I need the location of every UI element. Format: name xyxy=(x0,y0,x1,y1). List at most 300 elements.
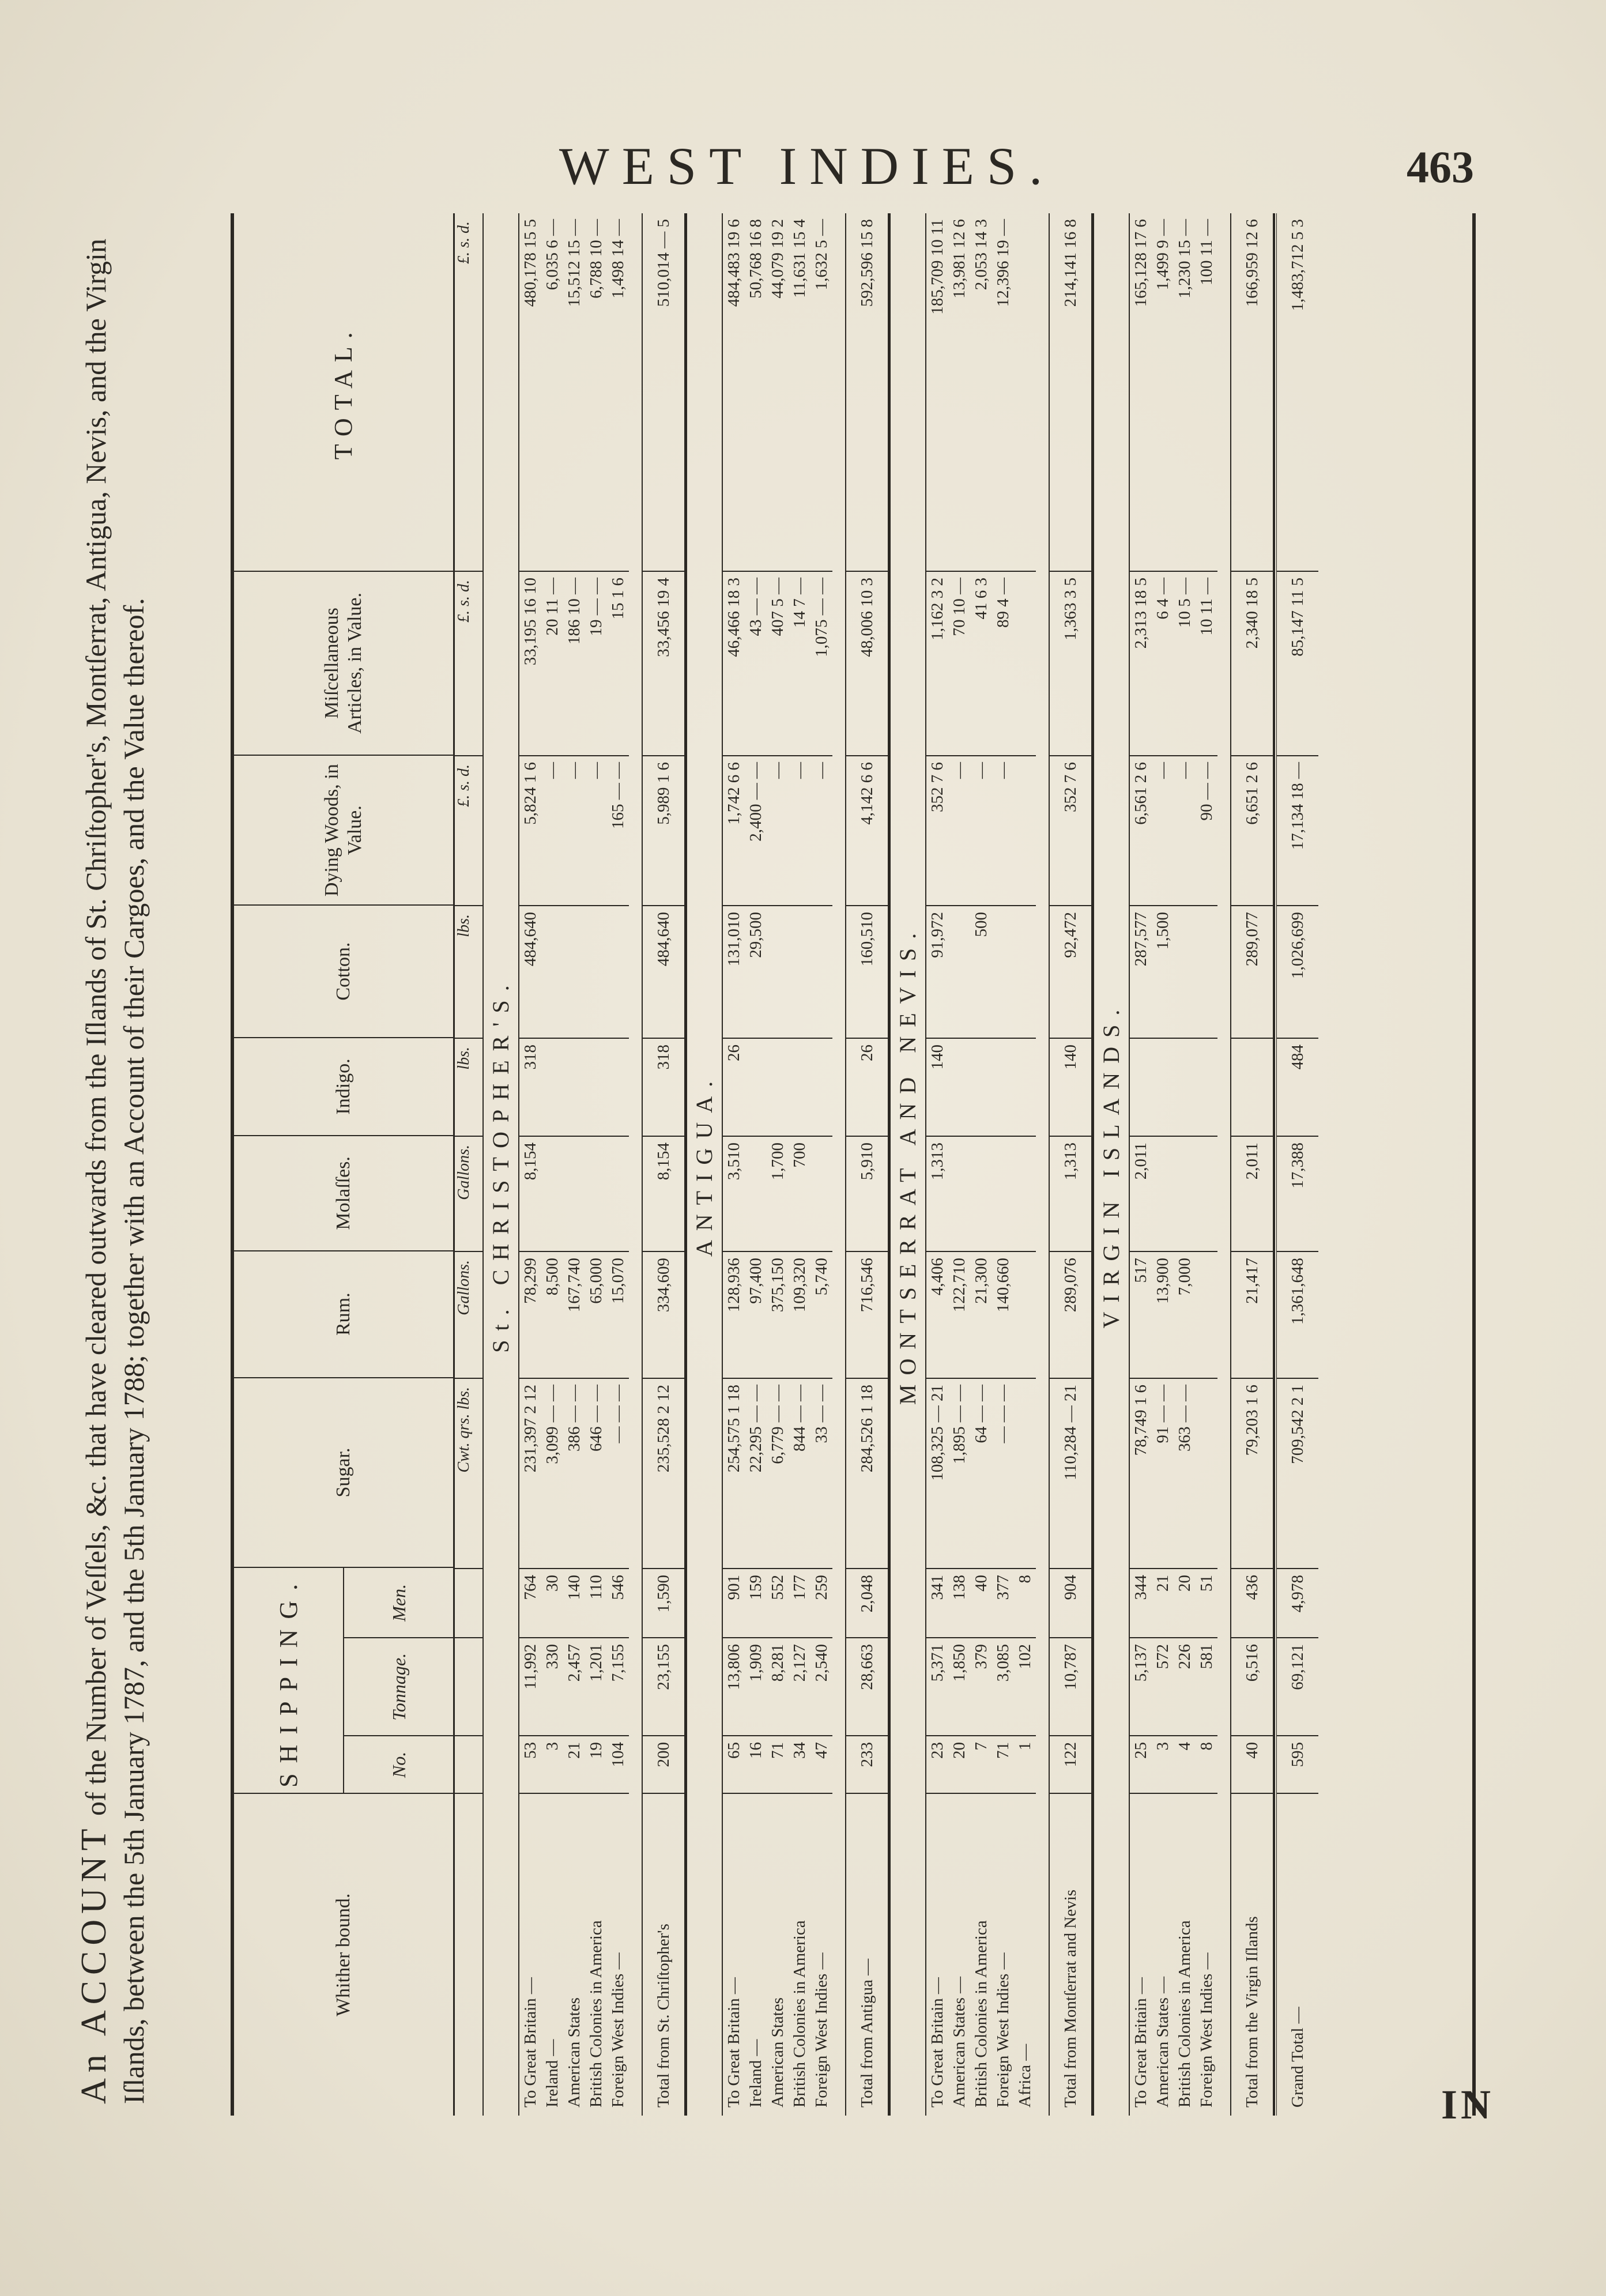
row-label: British Colonies in America xyxy=(789,1793,810,2116)
table-cell: 2,048 xyxy=(846,1568,888,1637)
unit-indigo: lbs. xyxy=(455,1038,482,1136)
table-cell: 8 xyxy=(1014,1568,1036,1637)
table-cell xyxy=(1174,1136,1196,1251)
table-cell: 40 xyxy=(1231,1735,1273,1793)
table-cell: — xyxy=(541,755,563,905)
table-cell: 91,972 xyxy=(926,905,948,1038)
table-cell: 79,203 1 6 xyxy=(1231,1378,1273,1568)
row-label: Foreign West Indies — xyxy=(1196,1793,1217,2116)
table-cell: 140 xyxy=(926,1038,948,1136)
table-cell: 21,417 xyxy=(1231,1251,1273,1378)
table-cell xyxy=(810,1136,832,1251)
row-label: British Colonies in America xyxy=(585,1793,607,2116)
table-cell xyxy=(541,1038,563,1136)
table-cell: 6,561 2 6 xyxy=(1130,755,1152,905)
rotated-account-block xyxy=(75,213,1499,2116)
table-cell: 6,516 xyxy=(1231,1637,1273,1735)
table-cell: 8,154 xyxy=(643,1136,684,1251)
table-cell: 1,499 9 — xyxy=(1153,219,1172,291)
table-cell xyxy=(1196,905,1217,1038)
page-number: 463 xyxy=(1407,142,1474,192)
table-cell xyxy=(541,905,563,1038)
table-cell: 14 7 — xyxy=(789,571,810,755)
table-cell: 500 xyxy=(970,905,992,1038)
table-row xyxy=(926,213,948,2116)
unit-cotton: lbs. xyxy=(455,905,482,1038)
table-cell xyxy=(1196,1038,1217,1136)
total-row xyxy=(642,213,686,2116)
table-cell: 15 1 6 xyxy=(607,571,629,755)
table-cell: 43 — — xyxy=(745,571,767,755)
table-cell: 186 10 — xyxy=(563,571,585,755)
table-cell: 65,000 xyxy=(585,1251,607,1378)
table-cell: 330 xyxy=(541,1637,563,1735)
table-cell: 386 — — xyxy=(563,1378,585,1568)
table-cell: 131,010 xyxy=(723,905,745,1038)
row-label: To Great Britain — xyxy=(519,1793,541,2116)
table-cell xyxy=(970,1136,992,1251)
table-cell: — xyxy=(767,755,789,905)
table-cell: 904 xyxy=(1050,1568,1091,1637)
table-cell: 140,660 xyxy=(992,1251,1014,1378)
table-cell: 8 xyxy=(1196,1735,1217,1793)
table-cell: 33 — — xyxy=(810,1378,832,1568)
table-cell: 8,500 xyxy=(541,1251,563,1378)
table-cell: 21 xyxy=(1152,1568,1174,1637)
table-cell: 352 7 6 xyxy=(1050,755,1091,905)
table-cell xyxy=(1130,1038,1152,1136)
row-label: American States — xyxy=(948,1793,970,2116)
table-cell: 3,510 xyxy=(723,1136,745,1251)
table-cell: 108,325 — 21 xyxy=(926,1378,948,1568)
table-cell xyxy=(810,1038,832,1136)
table-cell xyxy=(970,1038,992,1136)
table-cell: 592,596 15 8 xyxy=(858,219,876,307)
table-cell: 572 xyxy=(1152,1637,1174,1735)
table-cell: 6,035 6 — xyxy=(543,219,561,291)
header-rum: Rum. xyxy=(234,1250,453,1377)
table-cell: 5,824 1 6 xyxy=(519,755,541,905)
table-cell: 140 xyxy=(563,1568,585,1637)
grand-total-row xyxy=(1275,213,1318,2116)
header-miscellaneous: Miſcellaneous Articles, in Value. xyxy=(234,571,453,755)
table-cell: — xyxy=(563,755,585,905)
row-label: Grand Total — xyxy=(1277,1793,1318,2116)
table-cell: 53 xyxy=(519,1735,541,1793)
header-sugar: Sugar. xyxy=(234,1377,453,1567)
table-cell: 1,500 xyxy=(1152,905,1174,1038)
row-label: To Great Britain — xyxy=(926,1793,948,2116)
table-cell: 2,313 18 5 xyxy=(1130,571,1152,755)
table-cell: 4,978 xyxy=(1277,1568,1318,1637)
table-cell: 4,406 xyxy=(926,1251,948,1378)
table-cell xyxy=(948,1136,970,1251)
table-cell: 19 xyxy=(585,1735,607,1793)
table-row xyxy=(810,213,832,2116)
table-cell: 140 xyxy=(1050,1038,1091,1136)
table-cell: 109,320 xyxy=(789,1251,810,1378)
table-cell: 700 xyxy=(789,1136,810,1251)
table-cell: 1,895 — — xyxy=(948,1378,970,1568)
table-cell: 23 xyxy=(926,1735,948,1793)
table-cell: 254,575 1 18 xyxy=(723,1378,745,1568)
table-cell: 5,989 1 6 xyxy=(643,755,684,905)
table-cell: 5,910 xyxy=(846,1136,888,1251)
table-cell: 102 xyxy=(1014,1637,1036,1735)
table-cell: 436 xyxy=(1231,1568,1273,1637)
table-cell: 7 xyxy=(970,1735,992,1793)
table-cell xyxy=(992,1038,1014,1136)
table-cell: 4,142 6 6 xyxy=(846,755,888,905)
table-cell: 51 xyxy=(1196,1568,1217,1637)
table-cell: 50,768 16 8 xyxy=(747,219,765,299)
table-cell: 47 xyxy=(810,1735,832,1793)
table-cell: — — — xyxy=(992,1378,1014,1568)
table-cell: 11,631 15 4 xyxy=(790,219,809,298)
table-cell: 12,396 19 — xyxy=(994,219,1012,307)
header-cotton: Cotton. xyxy=(234,904,453,1037)
table-cell: 15,512 15 — xyxy=(565,219,583,307)
table-cell: 89 4 — xyxy=(992,571,1014,755)
table-cell: 552 xyxy=(767,1568,789,1637)
table-cell xyxy=(607,1038,629,1136)
table-cell: 90 — — xyxy=(1196,755,1217,905)
table-cell xyxy=(992,1136,1014,1251)
account-title-text: of the Number of Veſſels, &c. that have cleared outwards from the Iſlands of St. Chriſtopher's, Montſerrat, Antigua, Nevis, and the Virgin Iſlands, between the 5th January 1787, and the 5th January 1788; together with an Account of their Cargoes, and the Value thereof. xyxy=(80,239,150,2104)
table-cell: 484,483 19 6 xyxy=(725,219,743,307)
table-cell: 2,011 xyxy=(1130,1136,1152,1251)
table-cell: 25 xyxy=(1130,1735,1152,1793)
table-cell: 177 xyxy=(789,1568,810,1637)
table-cell: 901 xyxy=(723,1568,745,1637)
table-cell: 33,195 16 10 xyxy=(519,571,541,755)
row-label: Total from St. Chriſtopher's xyxy=(643,1793,684,2116)
table-row xyxy=(585,213,607,2116)
table-cell xyxy=(948,905,970,1038)
total-row xyxy=(1230,213,1275,2116)
running-head: WEST INDIES. xyxy=(559,137,1055,195)
table-cell: 484,640 xyxy=(519,905,541,1038)
table-cell: 78,299 xyxy=(519,1251,541,1378)
header-men: Men. xyxy=(388,1584,409,1622)
table-cell: 85,147 11 5 xyxy=(1277,571,1318,755)
table-cell: 510,014 — 5 xyxy=(654,219,673,307)
table-cell: 71 xyxy=(992,1735,1014,1793)
table-cell: 1,313 xyxy=(1050,1136,1091,1251)
header-no: No. xyxy=(344,1735,453,1793)
table-row xyxy=(1174,213,1196,2116)
table-cell: 6,788 10 — xyxy=(587,219,605,299)
header-shipping: SHIPPING. xyxy=(234,1568,344,1793)
row-label: American States xyxy=(563,1793,585,2116)
table-cell: 1,700 xyxy=(767,1136,789,1251)
header-tonnage: Tonnage. xyxy=(344,1637,453,1735)
table-cell: 2,340 18 5 xyxy=(1231,571,1273,755)
table-cell: 23,155 xyxy=(643,1637,684,1735)
table-cell xyxy=(1152,1136,1174,1251)
row-label: American States xyxy=(767,1793,789,2116)
table-row xyxy=(948,213,970,2116)
catchword: IN xyxy=(1441,2082,1495,2128)
table-cell: 20 xyxy=(1174,1568,1196,1637)
table-cell: 17,388 xyxy=(1277,1136,1318,1251)
table-row xyxy=(1152,213,1174,2116)
table-cell: 92,472 xyxy=(1050,905,1091,1038)
unit-rum: Gallons. xyxy=(455,1251,482,1378)
table-cell: 1,850 xyxy=(948,1637,970,1735)
table-cell xyxy=(1152,1038,1174,1136)
row-label: Total from the Virgin Iſlands xyxy=(1231,1793,1273,2116)
table-cell: 235,528 2 12 xyxy=(643,1378,684,1568)
table-cell: 64 — — xyxy=(970,1378,992,1568)
table-cell: 13,806 xyxy=(723,1637,745,1735)
table-cell: 2,400 — — xyxy=(745,755,767,905)
table-cell xyxy=(563,1136,585,1251)
table-cell: — xyxy=(992,755,1014,905)
table-cell: 2,540 xyxy=(810,1637,832,1735)
section-title: ANTIGUA. xyxy=(686,213,723,2116)
table-row xyxy=(723,213,745,2116)
table-cell xyxy=(1014,213,1036,571)
table-cell: 352 7 6 xyxy=(926,755,948,905)
table-cell: 334,609 xyxy=(643,1251,684,1378)
row-label: Foreign West Indies — xyxy=(810,1793,832,2116)
table-cell: 165,128 17 6 xyxy=(1132,219,1150,307)
table-cell: 284,526 1 18 xyxy=(846,1378,888,1568)
table-cell xyxy=(948,1038,970,1136)
table-cell xyxy=(1014,571,1036,755)
table-cell: 22,295 — — xyxy=(745,1378,767,1568)
table-cell xyxy=(1231,1038,1273,1136)
table-cell: — xyxy=(810,755,832,905)
row-label: American States — xyxy=(1152,1793,1174,2116)
table-cell: 1 xyxy=(1014,1735,1036,1793)
table-cell: 122 xyxy=(1050,1735,1091,1793)
row-label: British Colonies in America xyxy=(970,1793,992,2116)
table-cell: 2,011 xyxy=(1231,1136,1273,1251)
table-cell: 91 — — xyxy=(1152,1378,1174,1568)
table-cell: 318 xyxy=(519,1038,541,1136)
table-cell: 1,026,699 xyxy=(1277,905,1318,1038)
table-cell: 4 xyxy=(1174,1735,1196,1793)
account-title-lead: An ACCOUNT xyxy=(74,1823,114,2104)
table-cell xyxy=(1014,1038,1036,1136)
header-dying-woods: Dying Woods, in Value. xyxy=(234,755,453,904)
row-label: To Great Britain — xyxy=(723,1793,745,2116)
table-row xyxy=(541,213,563,2116)
table-row xyxy=(563,213,585,2116)
table-cell: 97,400 xyxy=(745,1251,767,1378)
table-cell xyxy=(745,1136,767,1251)
table-cell: — xyxy=(1152,755,1174,905)
table-cell: 165 — — xyxy=(607,755,629,905)
table-cell: 6,779 — — xyxy=(767,1378,789,1568)
table-cell: 2,053 14 3 xyxy=(972,219,990,291)
row-label: Ireland — xyxy=(541,1793,563,2116)
table-cell: 28,663 xyxy=(846,1637,888,1735)
table-cell: 1,498 14 — xyxy=(609,219,627,299)
header-whither: Whither bound. xyxy=(234,1793,453,2116)
table-cell: 233 xyxy=(846,1735,888,1793)
table-cell: 287,577 xyxy=(1130,905,1152,1038)
table-cell: 1,483,712 5 3 xyxy=(1288,219,1307,311)
table-cell: 1,162 3 2 xyxy=(926,571,948,755)
table-cell: 20 11 — xyxy=(541,571,563,755)
table-cell xyxy=(585,1136,607,1251)
table-cell: 344 xyxy=(1130,1568,1152,1637)
table-cell: 7,155 xyxy=(607,1637,629,1735)
row-label: British Colonies in America xyxy=(1174,1793,1196,2116)
unit-molasses: Gallons. xyxy=(455,1136,482,1251)
table-row xyxy=(970,213,992,2116)
header-total: TOTAL. xyxy=(329,324,357,460)
table-cell: 17,134 18 — xyxy=(1277,755,1318,905)
table-cell: 33,456 19 4 xyxy=(643,571,684,755)
table-row xyxy=(607,213,629,2116)
table-row xyxy=(1196,213,1217,2116)
table-cell: 1,313 xyxy=(926,1136,948,1251)
table-cell: 1,742 6 6 xyxy=(723,755,745,905)
table-cell xyxy=(767,905,789,1038)
table-cell: 40 xyxy=(970,1568,992,1637)
table-cell: 6 4 — xyxy=(1152,571,1174,755)
table-cell xyxy=(789,905,810,1038)
header-shipping-group xyxy=(234,1567,453,1793)
table-cell: 185,709 10 11 xyxy=(928,219,947,315)
table-cell: 16 xyxy=(745,1735,767,1793)
table-cell: 100 11 — xyxy=(1197,219,1216,285)
account-title xyxy=(75,213,196,2116)
table-cell: 110,284 — 21 xyxy=(1050,1378,1091,1568)
table-cell: 138 xyxy=(948,1568,970,1637)
unit-dying: £. s. d. xyxy=(455,755,482,905)
table-cell: 10 5 — xyxy=(1174,571,1196,755)
table-row xyxy=(1130,213,1152,2116)
table-cell xyxy=(1196,1251,1217,1378)
table-cell: 3,085 xyxy=(992,1637,1014,1735)
table-cell: 1,632 5 — xyxy=(812,219,831,291)
table-cell: 3 xyxy=(1152,1735,1174,1793)
table-cell: 1,075 — — xyxy=(810,571,832,755)
table-cell: 377 xyxy=(992,1568,1014,1637)
table-cell xyxy=(745,1038,767,1136)
table-cell xyxy=(1014,905,1036,1038)
row-label: Total from Antigua — xyxy=(846,1793,888,2116)
table-row xyxy=(519,213,541,2116)
table-cell: 29,500 xyxy=(745,905,767,1038)
table-cell: 10,787 xyxy=(1050,1637,1091,1735)
table-cell xyxy=(1196,1136,1217,1251)
unit-total: £. s. d. xyxy=(455,221,473,264)
table-cell: 13,900 xyxy=(1152,1251,1174,1378)
unit-sugar: Cwt. qrs. lbs. xyxy=(455,1378,482,1568)
table-cell: 15,070 xyxy=(607,1251,629,1378)
table-cell: 3,099 — — xyxy=(541,1378,563,1568)
table-cell: 46,466 18 3 xyxy=(723,571,745,755)
row-label: Total from Montſerrat and Nevis xyxy=(1050,1793,1091,2116)
table-cell: 6,651 2 6 xyxy=(1231,755,1273,905)
table-cell xyxy=(1014,755,1036,905)
table-cell: 480,178 15 5 xyxy=(521,219,540,307)
table-cell: 1,590 xyxy=(643,1568,684,1637)
total-row xyxy=(1049,213,1093,2116)
table-row xyxy=(789,213,810,2116)
table-cell xyxy=(1174,1038,1196,1136)
table-cell: 1,201 xyxy=(585,1637,607,1735)
table-cell: 226 xyxy=(1174,1637,1196,1735)
table-cell: 41 6 3 xyxy=(970,571,992,755)
unit-misc: £. s. d. xyxy=(455,571,482,755)
table-cell: 71 xyxy=(767,1735,789,1793)
table-cell: 10 11 — xyxy=(1196,571,1217,755)
table-cell xyxy=(1014,1136,1036,1251)
row-label: Foreign West Indies — xyxy=(607,1793,629,2116)
table-cell: 78,749 1 6 xyxy=(1130,1378,1152,1568)
table-cell: 8,154 xyxy=(519,1136,541,1251)
table-header xyxy=(234,213,455,2116)
table-cell: 5,137 xyxy=(1130,1637,1152,1735)
table-cell: 1,230 15 — xyxy=(1175,219,1194,299)
table-cell xyxy=(789,1038,810,1136)
table-cell: — xyxy=(1174,755,1196,905)
table-cell: 160,510 xyxy=(846,905,888,1038)
row-label: Foreign West Indies — xyxy=(992,1793,1014,2116)
table-cell xyxy=(1014,1378,1036,1568)
table-cell: 289,076 xyxy=(1050,1251,1091,1378)
table-cell: 20 xyxy=(948,1735,970,1793)
row-label: Africa — xyxy=(1014,1793,1036,2116)
table-cell: 26 xyxy=(846,1038,888,1136)
table-cell: — xyxy=(970,755,992,905)
table-cell: 8,281 xyxy=(767,1637,789,1735)
table-cell xyxy=(607,1136,629,1251)
table-cell: 595 xyxy=(1277,1735,1318,1793)
table-cell: 104 xyxy=(607,1735,629,1793)
table-cell: 26 xyxy=(723,1038,745,1136)
table-cell: 21,300 xyxy=(970,1251,992,1378)
table-cell xyxy=(563,905,585,1038)
table-cell: 48,006 10 3 xyxy=(846,571,888,755)
section-title: MONTSERRAT AND NEVIS. xyxy=(889,213,926,2116)
row-label: Ireland — xyxy=(745,1793,767,2116)
table-cell: 709,542 2 1 xyxy=(1277,1378,1318,1568)
table-cell: 7,000 xyxy=(1174,1251,1196,1378)
table-cell: 13,981 12 6 xyxy=(950,219,968,299)
table-cell: 581 xyxy=(1196,1637,1217,1735)
header-indigo: Indigo. xyxy=(234,1037,453,1135)
table-cell: 379 xyxy=(970,1637,992,1735)
table-cell: 11,992 xyxy=(519,1637,541,1735)
table-cell xyxy=(1014,1251,1036,1378)
table-cell: 128,936 xyxy=(723,1251,745,1378)
table-cell xyxy=(585,1038,607,1136)
table-cell: — xyxy=(789,755,810,905)
table-cell: 646 — — xyxy=(585,1378,607,1568)
table-cell: 3 xyxy=(541,1735,563,1793)
table-cell: 70 10 — xyxy=(948,571,970,755)
table-cell: 844 — — xyxy=(789,1378,810,1568)
table-cell: 1,361,648 xyxy=(1277,1251,1318,1378)
table-cell: 19 — — xyxy=(585,571,607,755)
table-cell xyxy=(585,905,607,1038)
table-cell xyxy=(810,905,832,1038)
table-cell: 318 xyxy=(643,1038,684,1136)
table-cell: 200 xyxy=(643,1735,684,1793)
table-cell: 122,710 xyxy=(948,1251,970,1378)
table-cell: 44,079 19 2 xyxy=(768,219,787,299)
header-molasses: Molaſſes. xyxy=(234,1135,453,1250)
table-cell xyxy=(1196,1378,1217,1568)
